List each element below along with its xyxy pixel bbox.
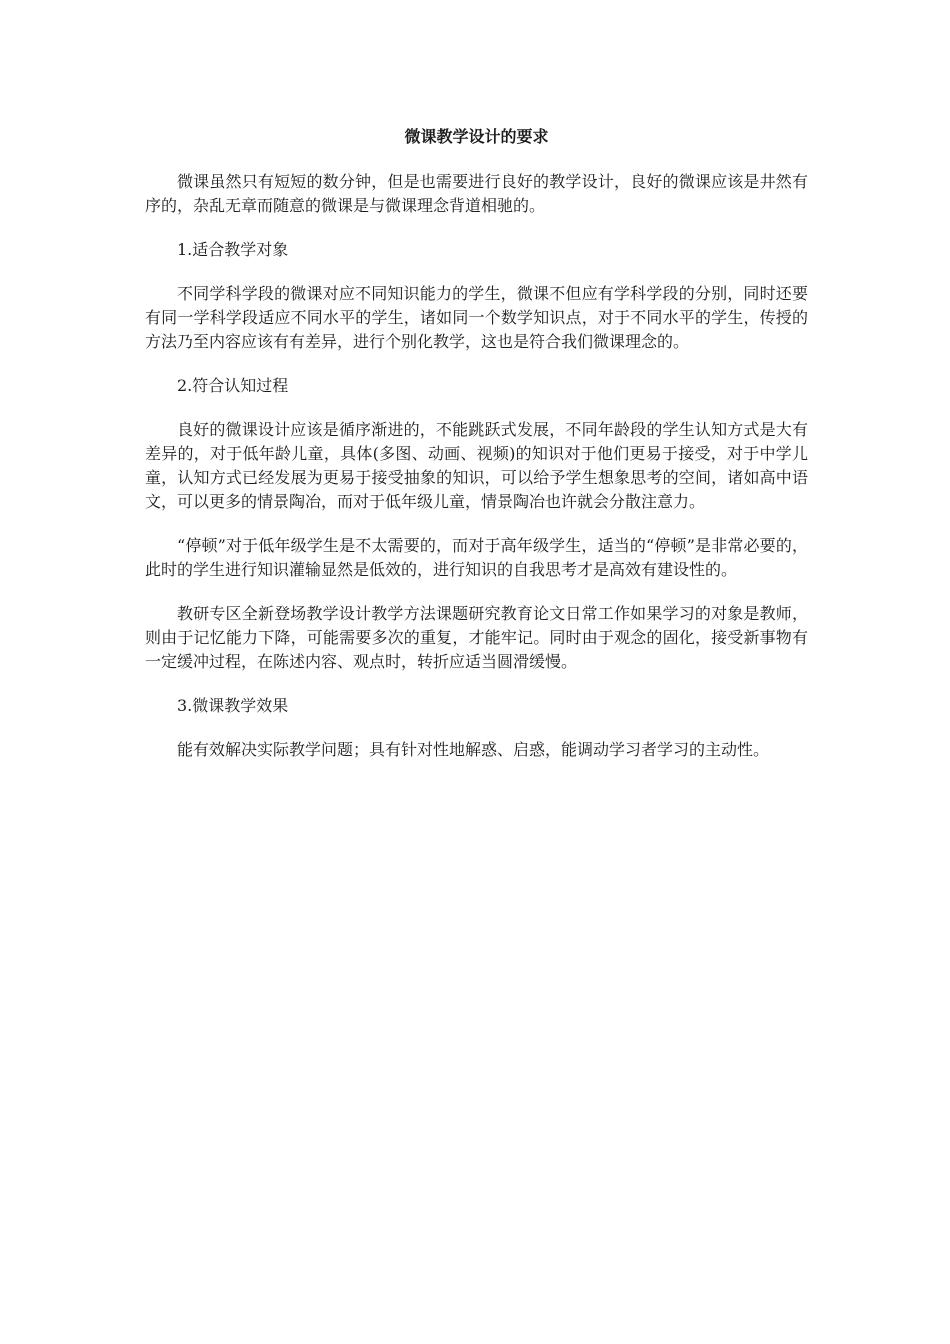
paragraph-section-2b: “停顿”对于低年级学生是不太需要的，而对于高年级学生，适当的“停顿”是非常必要的，此时的学生进行知识灌输显然是低效的，进行知识的自我思考才是高效有建设性的。 — [145, 536, 808, 579]
paragraph-section-1: 不同学科学段的微课对应不同知识能力的学生，微课不但应有学科学段的分别，同时还要有同一学科学段适应不同水平的学生，诸如同一个数学知识点，对于不同水平的学生，传授的方法乃至内容应该有有差异，进行个别化教学，这也是符合我们微课理念的。 — [145, 284, 808, 351]
paragraph-intro: 微课虽然只有短短的数分钟，但是也需要进行良好的教学设计，良好的微课应该是井然有序的，杂乱无章而随意的微课是与微课理念背道相驰的。 — [145, 172, 808, 215]
document-body — [145, 124, 808, 782]
section-heading-3: 3.微课教学效果 — [177, 696, 289, 715]
paragraph-section-2a: 良好的微课设计应该是循序渐进的，不能跳跃式发展，不同年龄段的学生认知方式是大有差异的，对于低年龄儿童，具体(多图、动画、视频)的知识对于他们更易于接受，对于中学儿童，认知方式已经发展为更易于接受抽象的知识，可以给予学生想象思考的空间，诸如高中语文，可以更多的情景陶冶，而对于低年级儿童，情景陶冶也许就会分散注意力。 — [145, 420, 808, 511]
section-heading-2: 2.符合认知过程 — [177, 376, 289, 395]
document-title: 微课教学设计的要求 — [404, 127, 549, 146]
section-heading-1: 1.适合教学对象 — [177, 240, 289, 259]
paragraph-section-2c: 教研专区全新登场教学设计教学方法课题研究教育论文日常工作如果学习的对象是教师，则由于记忆能力下降，可能需要多次的重复，才能牢记。同时由于观念的固化，接受新事物有一定缓冲过程，在陈述内容、观点时，转折应适当圆滑缓慢。 — [145, 604, 808, 671]
paragraph-section-3: 能有效解决实际教学问题；具有针对性地解惑、启惑，能调动学习者学习的主动性。 — [177, 740, 770, 759]
